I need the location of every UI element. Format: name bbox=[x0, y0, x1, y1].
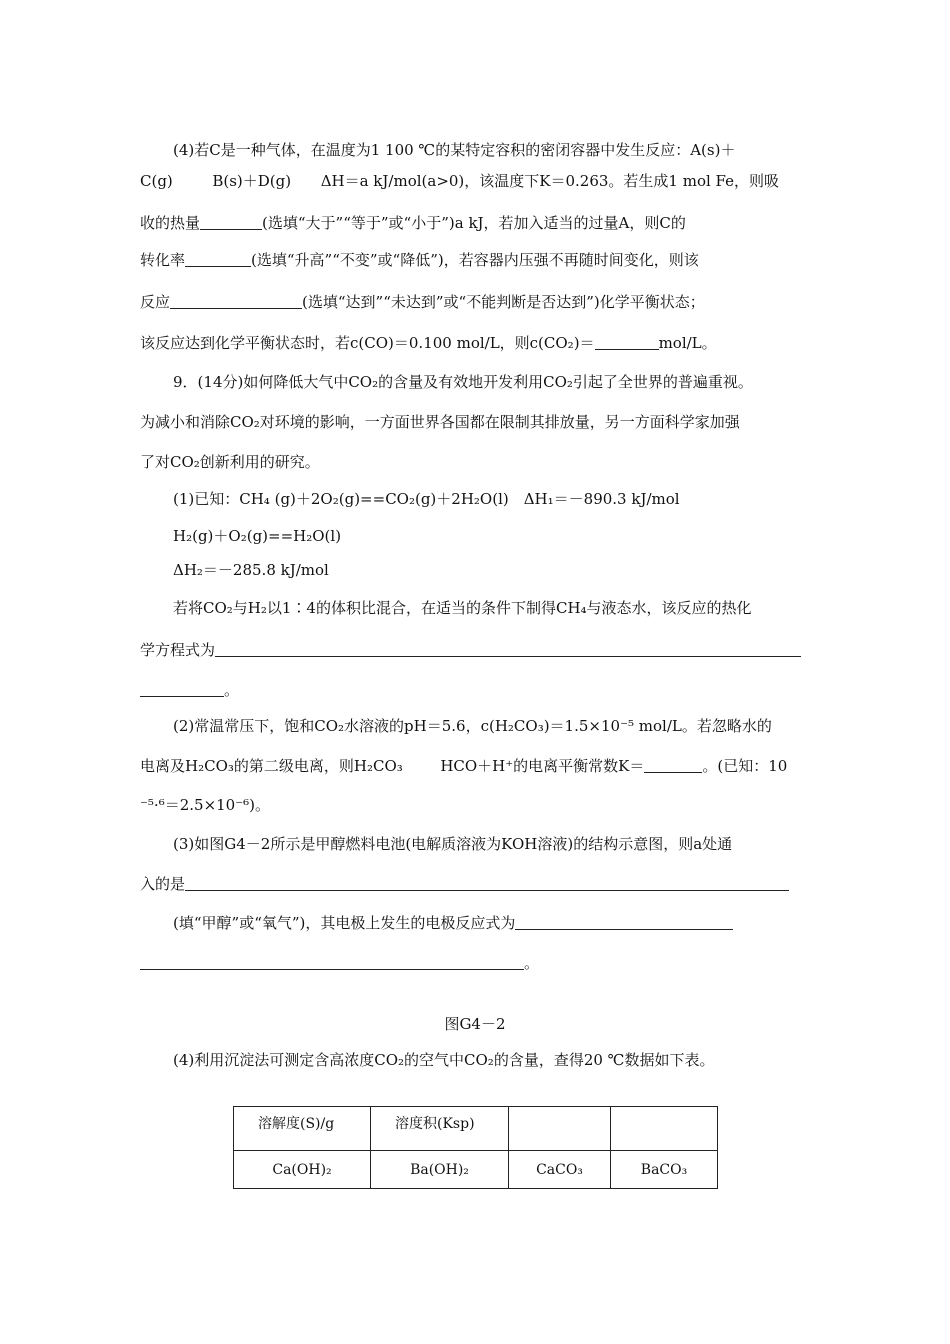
q4-text: 该反应达到化学平衡状态时，若c(CO)＝0.100 mol/L，则c(CO₂)＝ bbox=[140, 334, 595, 352]
q4-text: 反应 bbox=[140, 293, 171, 311]
q4-line-3 bbox=[140, 213, 686, 233]
q9-text: 。 bbox=[224, 681, 240, 699]
q4-line-4 bbox=[140, 250, 699, 270]
table-header-cell bbox=[509, 1107, 611, 1151]
q4-text: (选填“大于”“等于”或“小于”)a kJ，若加入适当的过量A，则C的 bbox=[262, 214, 686, 232]
q9-part2-line-1: (2)常温常压下，饱和CO₂水溶液的pH＝5.6，c(H₂CO₃)＝1.5×10⁻⁵ mol/L。若忽略水的 bbox=[173, 717, 772, 735]
q9-part3-line-2 bbox=[140, 874, 789, 894]
q9-text: 电离及H₂CO₃的第二级电离，则H₂CO₃ bbox=[140, 757, 403, 775]
q4-line-1 bbox=[173, 140, 735, 160]
q4-text: mol/L。 bbox=[658, 334, 717, 352]
table-row bbox=[234, 1151, 718, 1189]
data-table bbox=[233, 1106, 718, 1189]
table-row bbox=[234, 1107, 718, 1151]
q9-text: 。(已知：10 bbox=[702, 757, 788, 775]
q9-text: 入的是 bbox=[140, 875, 186, 893]
q4-text: 转化率 bbox=[140, 251, 186, 269]
q9-part2-line-2 bbox=[140, 756, 787, 776]
q4-text: 收的热量 bbox=[140, 214, 201, 232]
answer-blank[interactable] bbox=[515, 915, 733, 930]
table-header-cell bbox=[611, 1107, 718, 1151]
q9-part3-line-3 bbox=[173, 913, 733, 933]
q4-line-5 bbox=[140, 292, 705, 312]
table-cell: Ba(OH)₂ bbox=[371, 1151, 509, 1189]
answer-blank[interactable] bbox=[185, 876, 789, 891]
q4-line-2 bbox=[140, 171, 779, 191]
q9-part2-line-3: ⁻⁵·⁶＝2.5×10⁻⁶)。 bbox=[140, 796, 271, 814]
answer-blank[interactable] bbox=[140, 955, 524, 970]
q9-part1-line-3: ΔH₂＝－285.8 kJ/mol bbox=[173, 561, 329, 579]
q9-part3-line-1: (3)如图G4－2所示是甲醇燃料电池(电解质溶液为KOH溶液)的结构示意图，则a处通 bbox=[173, 835, 733, 853]
q4-text: (4)若C是一种气体，在温度为1 100 ℃的某特定容积的密闭容器中发生反应：A(s)＋ bbox=[173, 141, 736, 159]
answer-blank[interactable] bbox=[215, 642, 801, 657]
table-header-cell: 溶解度(S)/g bbox=[234, 1107, 371, 1151]
q9-text: 。 bbox=[524, 954, 540, 972]
answer-blank[interactable] bbox=[644, 758, 702, 773]
q9-part1-line-5 bbox=[140, 640, 801, 660]
table-cell: Ca(OH)₂ bbox=[234, 1151, 371, 1189]
q4-line-6 bbox=[140, 333, 717, 353]
answer-blank[interactable] bbox=[200, 215, 262, 230]
q9-part1-line-1: (1)已知：CH₄ (g)＋2O₂(g)==CO₂(g)＋2H₂O(l) ΔH₁＝－890.3 kJ/mol bbox=[173, 490, 680, 508]
q9-text: (填“甲醇”或“氧气”)，其电极上发生的电极反应式为 bbox=[173, 914, 516, 932]
q9-part4-line-1: (4)利用沉淀法可测定含高浓度CO₂的空气中CO₂的含量，查得20 ℃数据如下表。 bbox=[173, 1051, 715, 1069]
q9-part1-line-4: 若将CO₂与H₂以1∶4的体积比混合，在适当的条件下制得CH₄与液态水，该反应的热化 bbox=[173, 599, 752, 617]
q4-text: ΔH＝a kJ/mol(a>0)，该温度下K＝0.263。若生成1 mol Fe，则吸 bbox=[320, 172, 780, 190]
table-cell: BaCO₃ bbox=[611, 1151, 718, 1189]
q4-text: B(s)＋D(g) bbox=[212, 172, 292, 190]
figure-caption: 图G4－2 bbox=[444, 1015, 506, 1033]
q9-part1-line-6 bbox=[140, 680, 239, 700]
answer-blank[interactable] bbox=[140, 682, 224, 697]
q4-text: (选填“升高”“不变”或“降低”)，若容器内压强不再随时间变化，则该 bbox=[251, 251, 699, 269]
q9-part1-line-2: H₂(g)＋O₂(g)==H₂O(l) bbox=[173, 527, 342, 545]
q9-text: HCO＋H⁺的电离平衡常数K＝ bbox=[440, 757, 645, 775]
q9-part3-line-4 bbox=[140, 953, 539, 973]
q4-text: (选填“达到”“未达到”或“不能判断是否达到”)化学平衡状态； bbox=[302, 293, 705, 311]
q9-line-1: 9．(14分)如何降低大气中CO₂的含量及有效地开发利用CO₂引起了全世界的普遍重视。 bbox=[173, 373, 753, 391]
answer-blank[interactable] bbox=[170, 294, 302, 309]
answer-blank[interactable] bbox=[185, 252, 251, 267]
q9-text: 学方程式为 bbox=[140, 641, 216, 659]
q9-line-3: 了对CO₂创新利用的研究。 bbox=[140, 453, 320, 471]
answer-blank[interactable] bbox=[595, 335, 659, 350]
q9-line-2: 为减小和消除CO₂对环境的影响，一方面世界各国都在限制其排放量，另一方面科学家加强 bbox=[140, 413, 740, 431]
q4-text: C(g) bbox=[140, 172, 173, 190]
table-cell: CaCO₃ bbox=[509, 1151, 611, 1189]
table-header-cell: 溶度积(Ksp) bbox=[371, 1107, 509, 1151]
